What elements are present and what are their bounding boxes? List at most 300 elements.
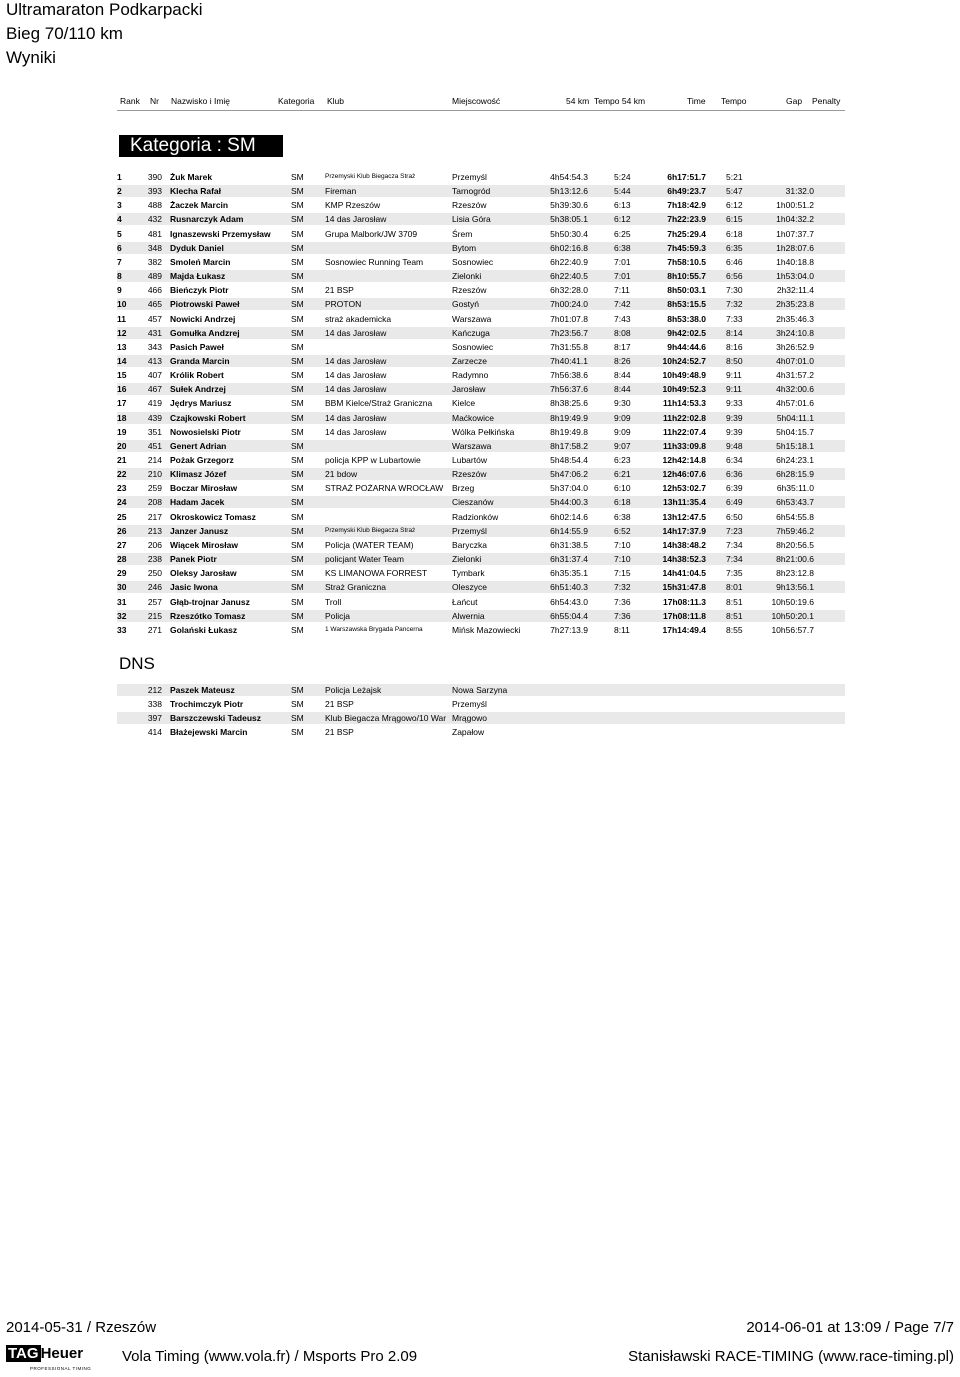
club-cell: Przemyski Klub Biegacza Straż [325,527,416,534]
tempo54-cell: 6:21 [614,469,631,479]
city-cell: Kielce [452,398,476,408]
name-cell: Żaczek Marcin [170,200,229,210]
time-cell: 12h46:07.6 [662,469,706,479]
gap-cell: 6h28:15.9 [776,469,814,479]
tempo54-cell: 5:44 [614,186,631,196]
club-cell: Klub Biegacza Mrągowo/10 War [325,713,447,723]
gap-cell: 1h53:04.0 [776,271,814,281]
rank-cell: 1 [117,172,122,182]
split54-cell: 5h44:00.3 [550,497,588,507]
club-cell: Sosnowiec Running Team [325,257,424,267]
time-cell: 14h17:37.9 [662,526,706,536]
split54-cell: 6h51:40.3 [550,582,588,592]
time-cell: 17h14:49.4 [662,625,706,635]
name-cell: Rusnarczyk Adam [170,214,244,224]
name-cell: Okroskowicz Tomasz [170,512,256,522]
tempo-cell: 7:35 [726,568,743,578]
city-cell: Jarosław [452,384,486,394]
time-cell: 11h14:53.3 [662,398,706,408]
footer-race-timing-credit: Stanisławski RACE-TIMING (www.race-timing.pl) [628,1348,954,1365]
gap-cell: 5h04:15.7 [776,427,814,437]
rank-cell: 33 [117,625,127,635]
category-cell: SM [291,370,304,380]
club-cell: 21 bdow [325,469,358,479]
club-cell: PROTON [325,299,362,309]
result-row [117,256,845,268]
category-cell: SM [291,597,304,607]
col-category: Kategoria [278,96,315,106]
time-cell: 11h22:07.4 [662,427,706,437]
split54-cell: 7h00:24.0 [550,299,588,309]
tempo-cell: 8:51 [726,597,743,607]
bib-cell: 238 [147,554,162,564]
city-cell: Bytom [452,243,477,253]
category-cell: SM [291,483,304,493]
result-row [117,298,845,310]
tempo54-cell: 6:38 [614,243,631,253]
bib-cell: 214 [147,455,162,465]
tempo-cell: 6:39 [726,483,743,493]
club-cell: Policja Leżajsk [325,685,382,695]
tempo-cell: 9:48 [726,441,743,451]
time-cell: 8h53:38.0 [667,314,706,324]
result-row [117,454,845,466]
city-cell: Baryczka [452,540,487,550]
category-cell: SM [291,243,304,253]
rank-cell: 18 [117,413,127,423]
rank-cell: 31 [117,597,127,607]
result-row [117,412,845,424]
gap-cell: 4h07:01.0 [776,356,814,366]
city-cell: Warszawa [452,441,492,451]
time-cell: 10h24:52.7 [662,356,706,366]
category-cell: SM [291,413,304,423]
time-cell: 10h49:48.9 [662,370,706,380]
name-cell: Piotrowski Paweł [170,299,240,309]
title-line-2: Bieg 70/110 km [6,24,123,43]
tempo-cell: 8:55 [726,625,743,635]
rank-cell: 25 [117,512,127,522]
result-row [117,213,845,225]
tempo-cell: 6:56 [726,271,743,281]
result-row [117,242,845,254]
col-tempo: Tempo [721,96,747,106]
col-penalty: Penalty [812,96,841,106]
tempo54-cell: 8:44 [614,370,631,380]
tempo54-cell: 6:52 [614,526,631,536]
dns-heading: DNS [119,654,155,673]
name-cell: Żuk Marek [170,172,213,182]
gap-cell: 10h50:20.1 [771,611,814,621]
gap-cell: 5h15:18.1 [776,441,814,451]
result-row [117,525,845,537]
tempo54-cell: 7:11 [614,285,630,295]
category-cell: SM [291,314,304,324]
category-cell: SM [291,469,304,479]
tempo54-cell: 7:01 [614,257,631,267]
tempo-cell: 7:32 [726,299,743,309]
city-cell: Mrągowo [452,713,487,723]
time-cell: 9h44:44.6 [667,342,706,352]
city-cell: Przemyśl [452,526,487,536]
tempo-cell: 9:39 [726,427,743,437]
rank-cell: 8 [117,271,122,281]
result-row [117,171,845,183]
city-cell: Maćkowice [452,413,495,423]
rank-cell: 19 [117,427,127,437]
name-cell: Dyduk Daniel [170,243,224,253]
result-row [117,369,845,381]
bib-cell: 457 [147,314,162,324]
name-cell: Klecha Rafał [170,186,222,196]
time-cell: 11h22:02.8 [662,413,706,423]
gap-cell: 1h04:32.2 [776,214,814,224]
club-cell: 14 das Jarosław [325,214,387,224]
category-cell: SM [291,685,304,695]
bib-cell: 397 [147,713,162,723]
name-cell: Klimasz Józef [170,469,227,479]
bib-cell: 407 [147,370,162,380]
name-cell: Czajkowski Robert [170,413,246,423]
split54-cell: 7h40:41.1 [550,356,588,366]
header-divider [117,110,845,111]
result-row [117,199,845,211]
tempo-cell: 6:35 [726,243,743,253]
club-cell: Policja [325,611,351,621]
bib-cell: 208 [147,497,162,507]
city-cell: Zapałow [452,727,485,737]
tempo-cell: 6:12 [726,200,743,210]
name-cell: Gomułka Andzrej [170,328,240,338]
tempo-cell: 6:15 [726,214,743,224]
tempo-cell: 7:33 [726,314,743,324]
result-row [117,553,845,565]
col-club: Klub [327,96,345,106]
col-rank: Rank [120,96,140,106]
tempo-cell: 5:21 [726,172,743,182]
club-cell: Grupa Malbork/JW 3709 [325,229,418,239]
time-cell: 12h42:14.8 [662,455,706,465]
rank-cell: 12 [117,328,127,338]
rank-cell: 16 [117,384,127,394]
tempo-cell: 6:36 [726,469,743,479]
split54-cell: 7h31:55.8 [550,342,588,352]
city-cell: Zarzecze [452,356,487,366]
club-cell: Fireman [325,186,357,196]
col-city: Miejscowość [452,96,501,106]
col-split54: 54 km [566,96,590,106]
time-cell: 17h08:11.3 [662,597,706,607]
gap-cell: 1h40:18.8 [776,257,814,267]
bib-cell: 257 [147,597,162,607]
split54-cell: 6h02:14.6 [550,512,588,522]
tempo-cell: 8:14 [726,328,743,338]
result-row [117,581,845,593]
tempo54-cell: 8:17 [614,342,631,352]
time-cell: 6h49:23.7 [667,186,706,196]
rank-cell: 22 [117,469,127,479]
city-cell: Wólka Pełkińska [452,427,515,437]
rank-cell: 28 [117,554,127,564]
tempo54-cell: 6:13 [614,200,631,210]
tempo54-cell: 6:18 [614,497,631,507]
split54-cell: 6h31:37.4 [550,554,588,564]
tempo54-cell: 7:32 [614,582,631,592]
gap-cell: 3h26:52.9 [776,342,814,352]
rank-cell: 7 [117,257,122,267]
name-cell: Boczar Mirosław [170,483,238,493]
split54-cell: 6h22:40.9 [550,257,588,267]
result-row [117,610,845,622]
rank-cell: 14 [117,356,127,366]
club-cell: 14 das Jarosław [325,328,387,338]
club-cell: STRAŻ POŻARNA WROCŁAW [325,483,444,493]
tempo-cell: 7:34 [726,540,743,550]
bib-cell: 259 [147,483,162,493]
city-cell: Przemyśl [452,172,487,182]
category-cell: SM [291,342,304,352]
time-cell: 8h50:03.1 [667,285,706,295]
name-cell: Wiącek Mirosław [170,540,238,550]
split54-cell: 8h19:49.9 [550,413,588,423]
bib-cell: 467 [147,384,162,394]
split54-cell: 5h50:30.4 [550,229,588,239]
category-cell: SM [291,384,304,394]
tempo54-cell: 7:42 [614,299,631,309]
time-cell: 14h38:52.3 [662,554,706,564]
category-cell: SM [291,497,304,507]
time-cell: 7h25:29.4 [667,229,706,239]
bib-cell: 250 [147,568,162,578]
result-row [117,383,845,395]
bib-cell: 419 [147,398,162,408]
name-cell: Hadam Jacek [170,497,225,507]
bib-cell: 206 [147,540,162,550]
name-cell: Nowicki Andrzej [170,314,236,324]
rank-cell: 17 [117,398,127,408]
category-cell: SM [291,727,304,737]
category-cell: SM [291,427,304,437]
result-row [117,440,845,452]
time-cell: 8h10:55.7 [667,271,706,281]
gap-cell: 6h53:43.7 [776,497,814,507]
time-cell: 9h42:02.5 [667,328,706,338]
gap-cell: 2h35:23.8 [776,299,814,309]
tempo-cell: 8:01 [726,582,743,592]
rank-cell: 13 [117,342,127,352]
city-cell: Alwernia [452,611,485,621]
gap-cell: 10h56:57.7 [771,625,814,635]
name-cell: Błażejewski Marcin [170,727,248,737]
rank-cell: 21 [117,455,127,465]
category-cell: SM [291,398,304,408]
name-cell: Nowosielski Piotr [170,427,241,437]
rank-cell: 24 [117,497,127,507]
city-cell: Gostyń [452,299,479,309]
bib-cell: 488 [147,200,162,210]
city-cell: Radzionków [452,512,499,522]
name-cell: Pożak Grzegorz [170,455,234,465]
tempo54-cell: 8:08 [614,328,631,338]
city-cell: Radymno [452,370,489,380]
col-time: Time [687,96,706,106]
split54-cell: 5h48:54.4 [550,455,588,465]
name-cell: Genert Adrian [170,441,227,451]
bib-cell: 439 [147,413,162,423]
result-row [117,284,845,296]
category-cell: SM [291,713,304,723]
rank-cell: 23 [117,483,127,493]
footer-timestamp-page: 2014-06-01 at 13:09 / Page 7/7 [746,1319,954,1336]
category-cell: SM [291,285,304,295]
result-row [117,341,845,353]
club-cell: 14 das Jarosław [325,356,387,366]
name-cell: Pasich Paweł [170,342,224,352]
bib-cell: 481 [147,229,162,239]
split54-cell: 7h56:37.6 [550,384,588,394]
rank-cell: 9 [117,285,122,295]
bib-cell: 343 [147,342,162,352]
gap-cell: 4h31:57.2 [776,370,814,380]
tag-heuer-logo [6,1345,112,1371]
split54-cell: 8h19:49.8 [550,427,588,437]
result-row [117,567,845,579]
result-row [117,228,845,240]
title-line-1: Ultramaraton Podkarpacki [6,0,203,19]
tempo54-cell: 9:07 [614,441,631,451]
time-cell: 13h12:47.5 [662,512,706,522]
club-cell: BBM Kielce/Straż Graniczna [325,398,433,408]
tempo-cell: 9:39 [726,413,743,423]
club-cell: Straż Graniczna [325,582,386,592]
bib-cell: 432 [147,214,162,224]
dns-row [117,684,845,696]
rank-cell: 29 [117,568,127,578]
time-cell: 8h53:15.5 [667,299,706,309]
result-row [117,482,845,494]
rank-cell: 32 [117,611,127,621]
name-cell: Majda Łukasz [170,271,226,281]
category-cell: SM [291,625,304,635]
tempo-cell: 6:49 [726,497,743,507]
result-row [117,185,845,197]
name-cell: Ignaszewski Przemysław [170,229,271,239]
gap-cell: 3h24:10.8 [776,328,814,338]
result-row [117,624,845,636]
tempo-cell: 8:16 [726,342,743,352]
time-cell: 17h08:11.8 [662,611,706,621]
tempo54-cell: 7:10 [614,540,631,550]
bib-cell: 414 [147,727,162,737]
time-cell: 7h58:10.5 [667,257,706,267]
split54-cell: 5h13:12.6 [550,186,588,196]
logo-heuer: Heuer [40,1345,84,1362]
club-cell: policja KPP w Lubartowie [325,455,421,465]
club-cell: KS LIMANOWA FORREST [325,568,428,578]
club-cell: Troll [325,597,342,607]
category-cell: SM [291,229,304,239]
name-cell: Sułek Andrzej [170,384,226,394]
category-cell: SM [291,214,304,224]
bib-cell: 431 [147,328,162,338]
bib-cell: 246 [147,582,162,592]
tempo54-cell: 6:38 [614,512,631,522]
gap-cell: 31:32.0 [785,186,814,196]
rank-cell: 10 [117,299,127,309]
tempo-cell: 6:18 [726,229,743,239]
tempo-cell: 8:51 [726,611,743,621]
tempo-cell: 7:23 [726,526,743,536]
time-cell: 13h11:35.4 [662,497,706,507]
category-cell: SM [291,356,304,366]
dns-row [117,698,845,710]
city-cell: Łańcut [452,597,478,607]
split54-cell: 6h31:38.5 [550,540,588,550]
tempo-cell: 7:30 [726,285,743,295]
footer-vola-credit: Vola Timing (www.vola.fr) / Msports Pro 2.09 [122,1348,418,1365]
tempo54-cell: 8:11 [614,625,630,635]
tempo54-cell: 9:09 [614,413,631,423]
result-row [117,468,845,480]
time-cell: 7h22:23.9 [667,214,706,224]
name-cell: Panek Piotr [170,554,217,564]
result-row [117,355,845,367]
category-cell: SM [291,699,304,709]
tempo54-cell: 7:15 [614,568,631,578]
rank-cell: 15 [117,370,127,380]
tempo54-cell: 5:24 [614,172,631,182]
name-cell: Głąb-trojnar Janusz [170,597,250,607]
gap-cell: 1h00:51.2 [776,200,814,210]
split54-cell: 4h54:54.3 [550,172,588,182]
tempo-cell: 5:47 [726,186,743,196]
category-cell: SM [291,611,304,621]
gap-cell: 1h07:37.7 [776,229,814,239]
bib-cell: 351 [147,427,162,437]
gap-cell: 9h13:56.1 [776,582,814,592]
category-cell: SM [291,271,304,281]
name-cell: Rzeszótko Tomasz [170,611,246,621]
tempo54-cell: 8:26 [614,356,631,366]
gap-cell: 7h59:46.2 [776,526,814,536]
time-cell: 11h33:09.8 [662,441,706,451]
rank-cell: 2 [117,186,122,196]
tempo-cell: 6:50 [726,512,743,522]
result-row [117,596,845,608]
tempo-cell: 6:34 [726,455,743,465]
rank-cell: 30 [117,582,127,592]
result-row [117,511,845,523]
category-cell: SM [291,299,304,309]
category-cell: SM [291,455,304,465]
split54-cell: 5h39:30.6 [550,200,588,210]
category-cell: SM [291,441,304,451]
result-row [117,327,845,339]
category-cell: SM [291,200,304,210]
city-cell: Mińsk Mazowiecki [452,625,521,635]
tempo54-cell: 7:10 [614,554,631,564]
tempo54-cell: 6:10 [614,483,631,493]
city-cell: Kańczuga [452,328,490,338]
tempo-cell: 9:33 [726,398,743,408]
gap-cell: 1h28:07.6 [776,243,814,253]
time-cell: 14h38:48.2 [662,540,706,550]
gap-cell: 2h32:11.4 [776,285,814,295]
bib-cell: 465 [147,299,162,309]
category-cell: SM [291,554,304,564]
gap-cell: 5h04:11.1 [776,413,814,423]
name-cell: Smoleń Marcin [170,257,231,267]
